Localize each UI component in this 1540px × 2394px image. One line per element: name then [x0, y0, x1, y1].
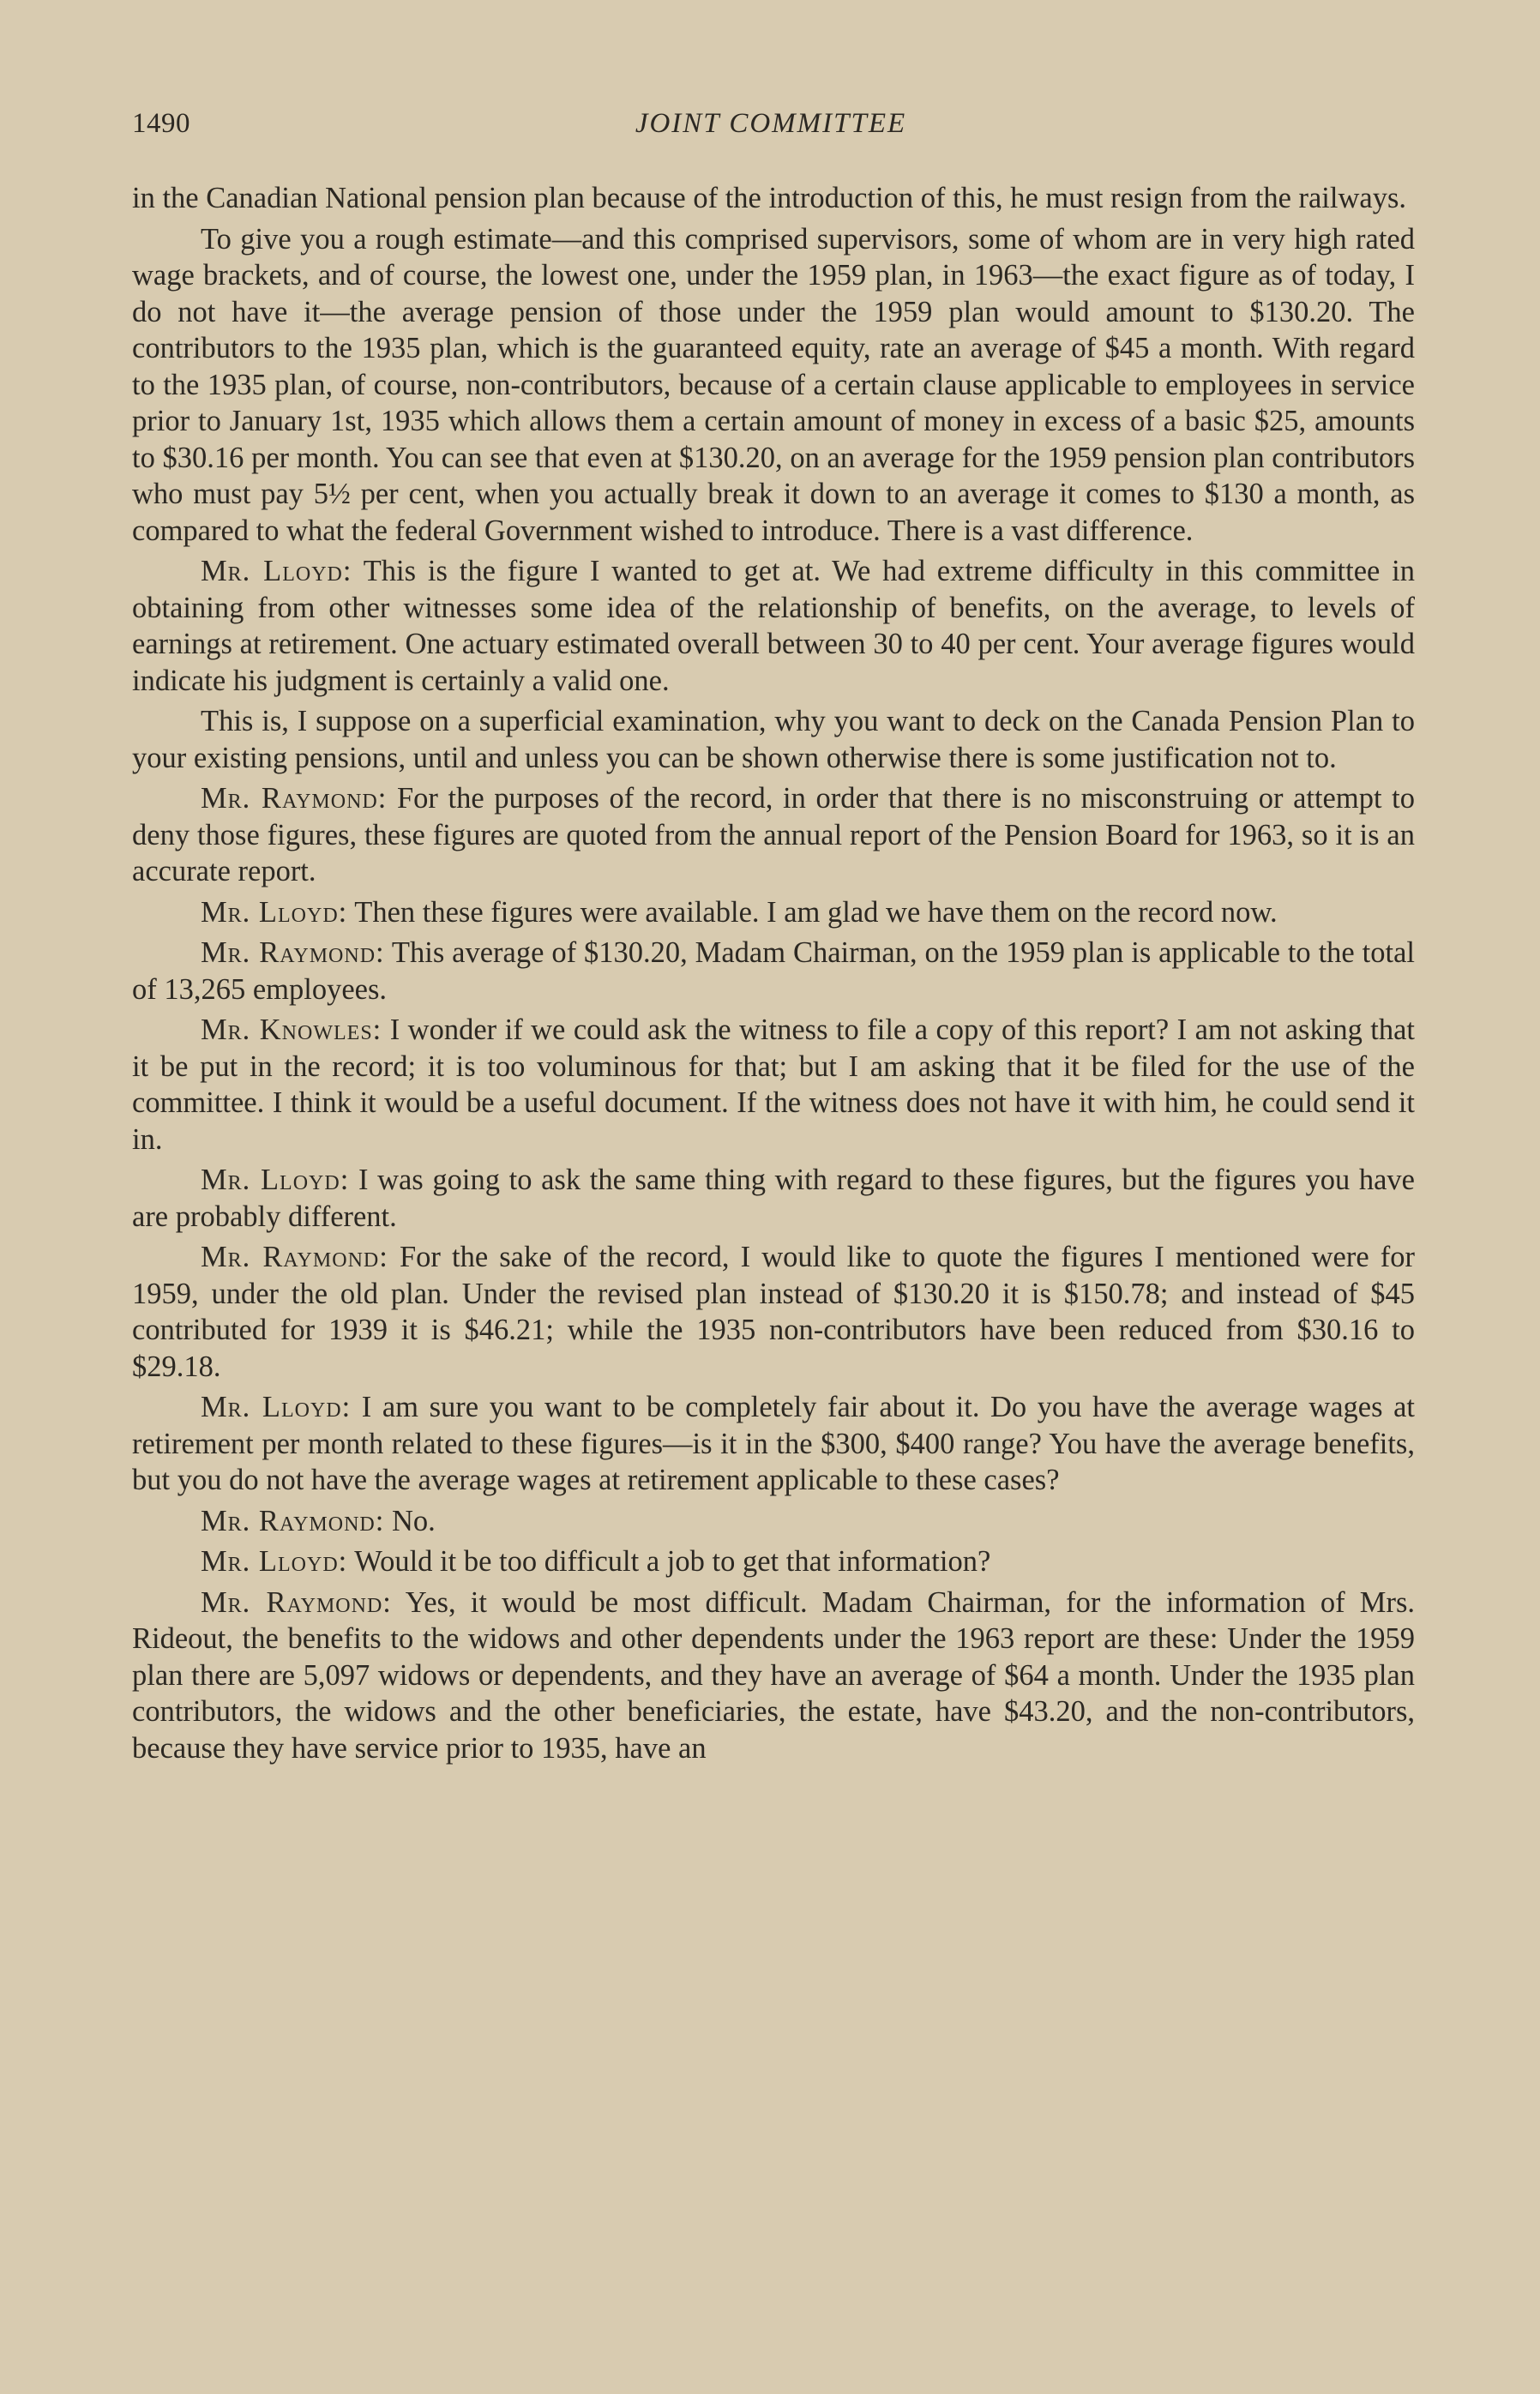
paragraph-text: I wonder if we could ask the witness to file a copy of this report? I am not asking that it be put in the record; it is too voluminous for that; but I am asking that it be filed for the use of the committee. I think it would be a useful document. If the witness does not have it with him, he could send it in. — [132, 1014, 1416, 1156]
speaker-label: Mr. Knowles: — [201, 1014, 382, 1046]
speaker-label: Mr. Raymond: — [201, 1241, 388, 1273]
paragraph-text: For the sake of the record, I would like to quote the figures I mentioned were for 1959, under the old plan. Under the revised plan instead of $130.20 it is $150.78; and instead of $45 contributed for 1939 it is $46.21; while the 1935 non-contributors have been reduced from $30.16 to $29.18. — [132, 1241, 1416, 1383]
paragraph-text: No. — [391, 1504, 436, 1537]
paragraph — [132, 780, 1415, 890]
paragraph-text: Yes, it would be most difficult. Madam Chairman, for the information of Mrs. Rideout, the benefits to the widows and other dependents under the 1963 report are these: Under the 1959 plan there are 5,097 widows or dependents, and they have an average of $64 a month. Under the 1935 plan contributors, the widows and the other beneficiaries, the estate, have $43.20, and the non-contributors, because they have service prior to 1935, have an — [132, 1585, 1416, 1765]
paragraph-text: For the purposes of the record, in order that there is no misconstruing or attempt to deny those figures, these figures are quoted from the annual report of the Pension Board for 1963, so it is an accurate report. — [132, 782, 1415, 887]
paragraph — [132, 935, 1415, 1008]
speaker-label: Mr. Lloyd: — [201, 1545, 348, 1578]
paragraph — [132, 1543, 1415, 1580]
paragraph-text: To give you a rough estimate—and this comprised supervisors, some of whom are in very high rated wage brackets, and of course, the lowest one, under the 1959 plan, in 1963—the exact figure as of today, I do not have it—the average pension of those under the 1959 plan would amount to $130.20. The contributors to the 1935 plan, which is the guaranteed equity, rate an average of $45 a month. With regard to the 1935 plan, of course, non-contributors, because of a certain clause applicable to employees in service prior to January 1st, 1935 which allows them a certain amount of money in excess of a basic $25, amounts to $30.16 per month. You can see that even at $130.20, on an average for the 1959 pension plan contributors who must pay 5½ per cent, when you actually break it down to an average it comes to $130 a month, as compared to what the federal Government wished to introduce. There is a vast difference. — [132, 222, 1415, 547]
paragraph — [132, 1239, 1415, 1385]
paragraph-text: Would it be too difficult a job to get that information? — [354, 1545, 991, 1578]
paragraph — [132, 553, 1415, 699]
speaker-label: Mr. Lloyd: — [201, 895, 348, 929]
running-head: JOINT COMMITTEE — [635, 108, 907, 139]
speaker-label: Mr. Raymond: — [201, 782, 388, 815]
paragraph-text: This is the figure I wanted to get at. We had extreme difficulty in this committee in obtaining from other witnesses some idea of the relationship of benefits, on the average, to levels of earnings at retirement. One actuary estimated overall between 30 to 40 per cent. Your average figures would indicate his judgment is certainly a valid one. — [132, 555, 1416, 697]
page-number: 1490 — [132, 108, 190, 139]
speaker-label: Mr. Lloyd: — [201, 1164, 350, 1196]
paragraph-text: in the Canadian National pension plan because of the introduction of this, he must resign from the railways. — [132, 182, 1407, 214]
paragraph — [132, 1585, 1415, 1767]
paragraph-text: Then these figures were available. I am glad we have them on the record now. — [354, 895, 1278, 929]
paragraph — [132, 1012, 1415, 1158]
page-header — [132, 108, 1410, 151]
paragraph-text: This is, I suppose on a superficial examination, why you want to deck on the Canada Pension Plan to your existing pensions, until and unless you can be shown otherwise there is some justification not to. — [132, 705, 1415, 774]
speaker-label: Mr. Raymond: — [201, 1504, 385, 1537]
paragraph-text: This average of $130.20, Madam Chairman, on the 1959 plan is applicable to the total of 13,265 employees. — [132, 936, 1415, 1006]
speaker-label: Mr. Lloyd: — [201, 1391, 352, 1423]
speaker-label: Mr. Raymond: — [201, 1585, 392, 1619]
speaker-label: Mr. Raymond: — [201, 936, 385, 969]
page-body — [132, 180, 1415, 1771]
speaker-label: Mr. Lloyd: — [201, 555, 352, 587]
paragraph — [132, 1503, 1415, 1540]
paragraph — [132, 1389, 1415, 1499]
paragraph-text: I was going to ask the same thing with regard to these figures, but the figures you have are probably different. — [132, 1164, 1415, 1233]
paragraph — [132, 894, 1415, 931]
paragraph — [132, 1162, 1415, 1235]
paragraph-text: I am sure you want to be completely fair about it. Do you have the average wages at retirement per month related to these figures—is it in the $300, $400 range? You have the average benefits, but you do not have the average wages at retirement applicable to these cases? — [132, 1391, 1416, 1496]
paragraph — [132, 221, 1415, 550]
paragraph — [132, 703, 1415, 776]
paragraph — [132, 180, 1415, 217]
